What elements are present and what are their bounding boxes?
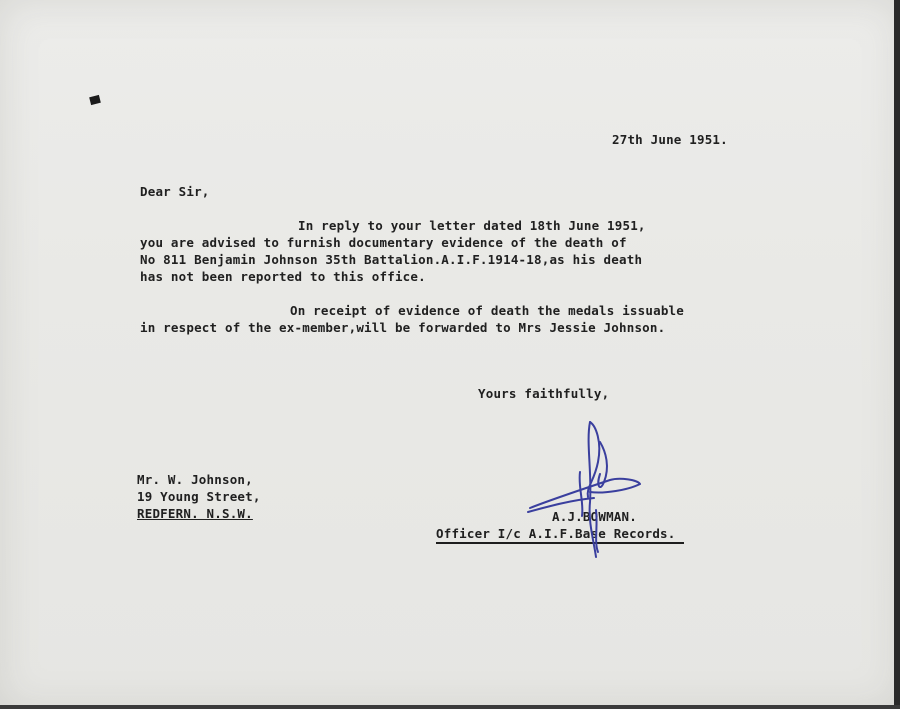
letter-date: 27th June 1951.	[612, 132, 728, 147]
paragraph-1-line-2: you are advised to furnish documentary evidence of the death of	[140, 235, 627, 250]
recipient-name: Mr. W. Johnson,	[137, 472, 253, 487]
signatory-name: A.J.BOWMAN.	[552, 509, 637, 524]
paragraph-1-line-1: In reply to your letter dated 18th June 1951,	[298, 218, 646, 233]
paragraph-2-line-1: On receipt of evidence of death the medals issuable	[290, 303, 685, 318]
paragraph-2-line-2: in respect of the ex-member,will be forwarded to Mrs Jessie Johnson.	[140, 320, 666, 335]
recipient-street: 19 Young Street,	[137, 489, 261, 504]
handwritten-signature	[520, 412, 660, 562]
scan-edge-bottom	[0, 705, 900, 709]
closing: Yours faithfully,	[478, 386, 610, 401]
salutation: Dear Sir,	[140, 184, 210, 199]
paragraph-1-line-4: has not been reported to this office.	[140, 269, 426, 284]
paragraph-1-line-3: No 811 Benjamin Johnson 35th Battalion.A.I.F.1914-18,as his death	[140, 252, 643, 267]
signatory-title: Officer I/c A.I.F.Base Records.	[436, 526, 684, 544]
recipient-city: REDFERN. N.S.W.	[137, 506, 253, 521]
ink-mark	[89, 95, 101, 105]
scan-edge-right	[894, 0, 900, 709]
